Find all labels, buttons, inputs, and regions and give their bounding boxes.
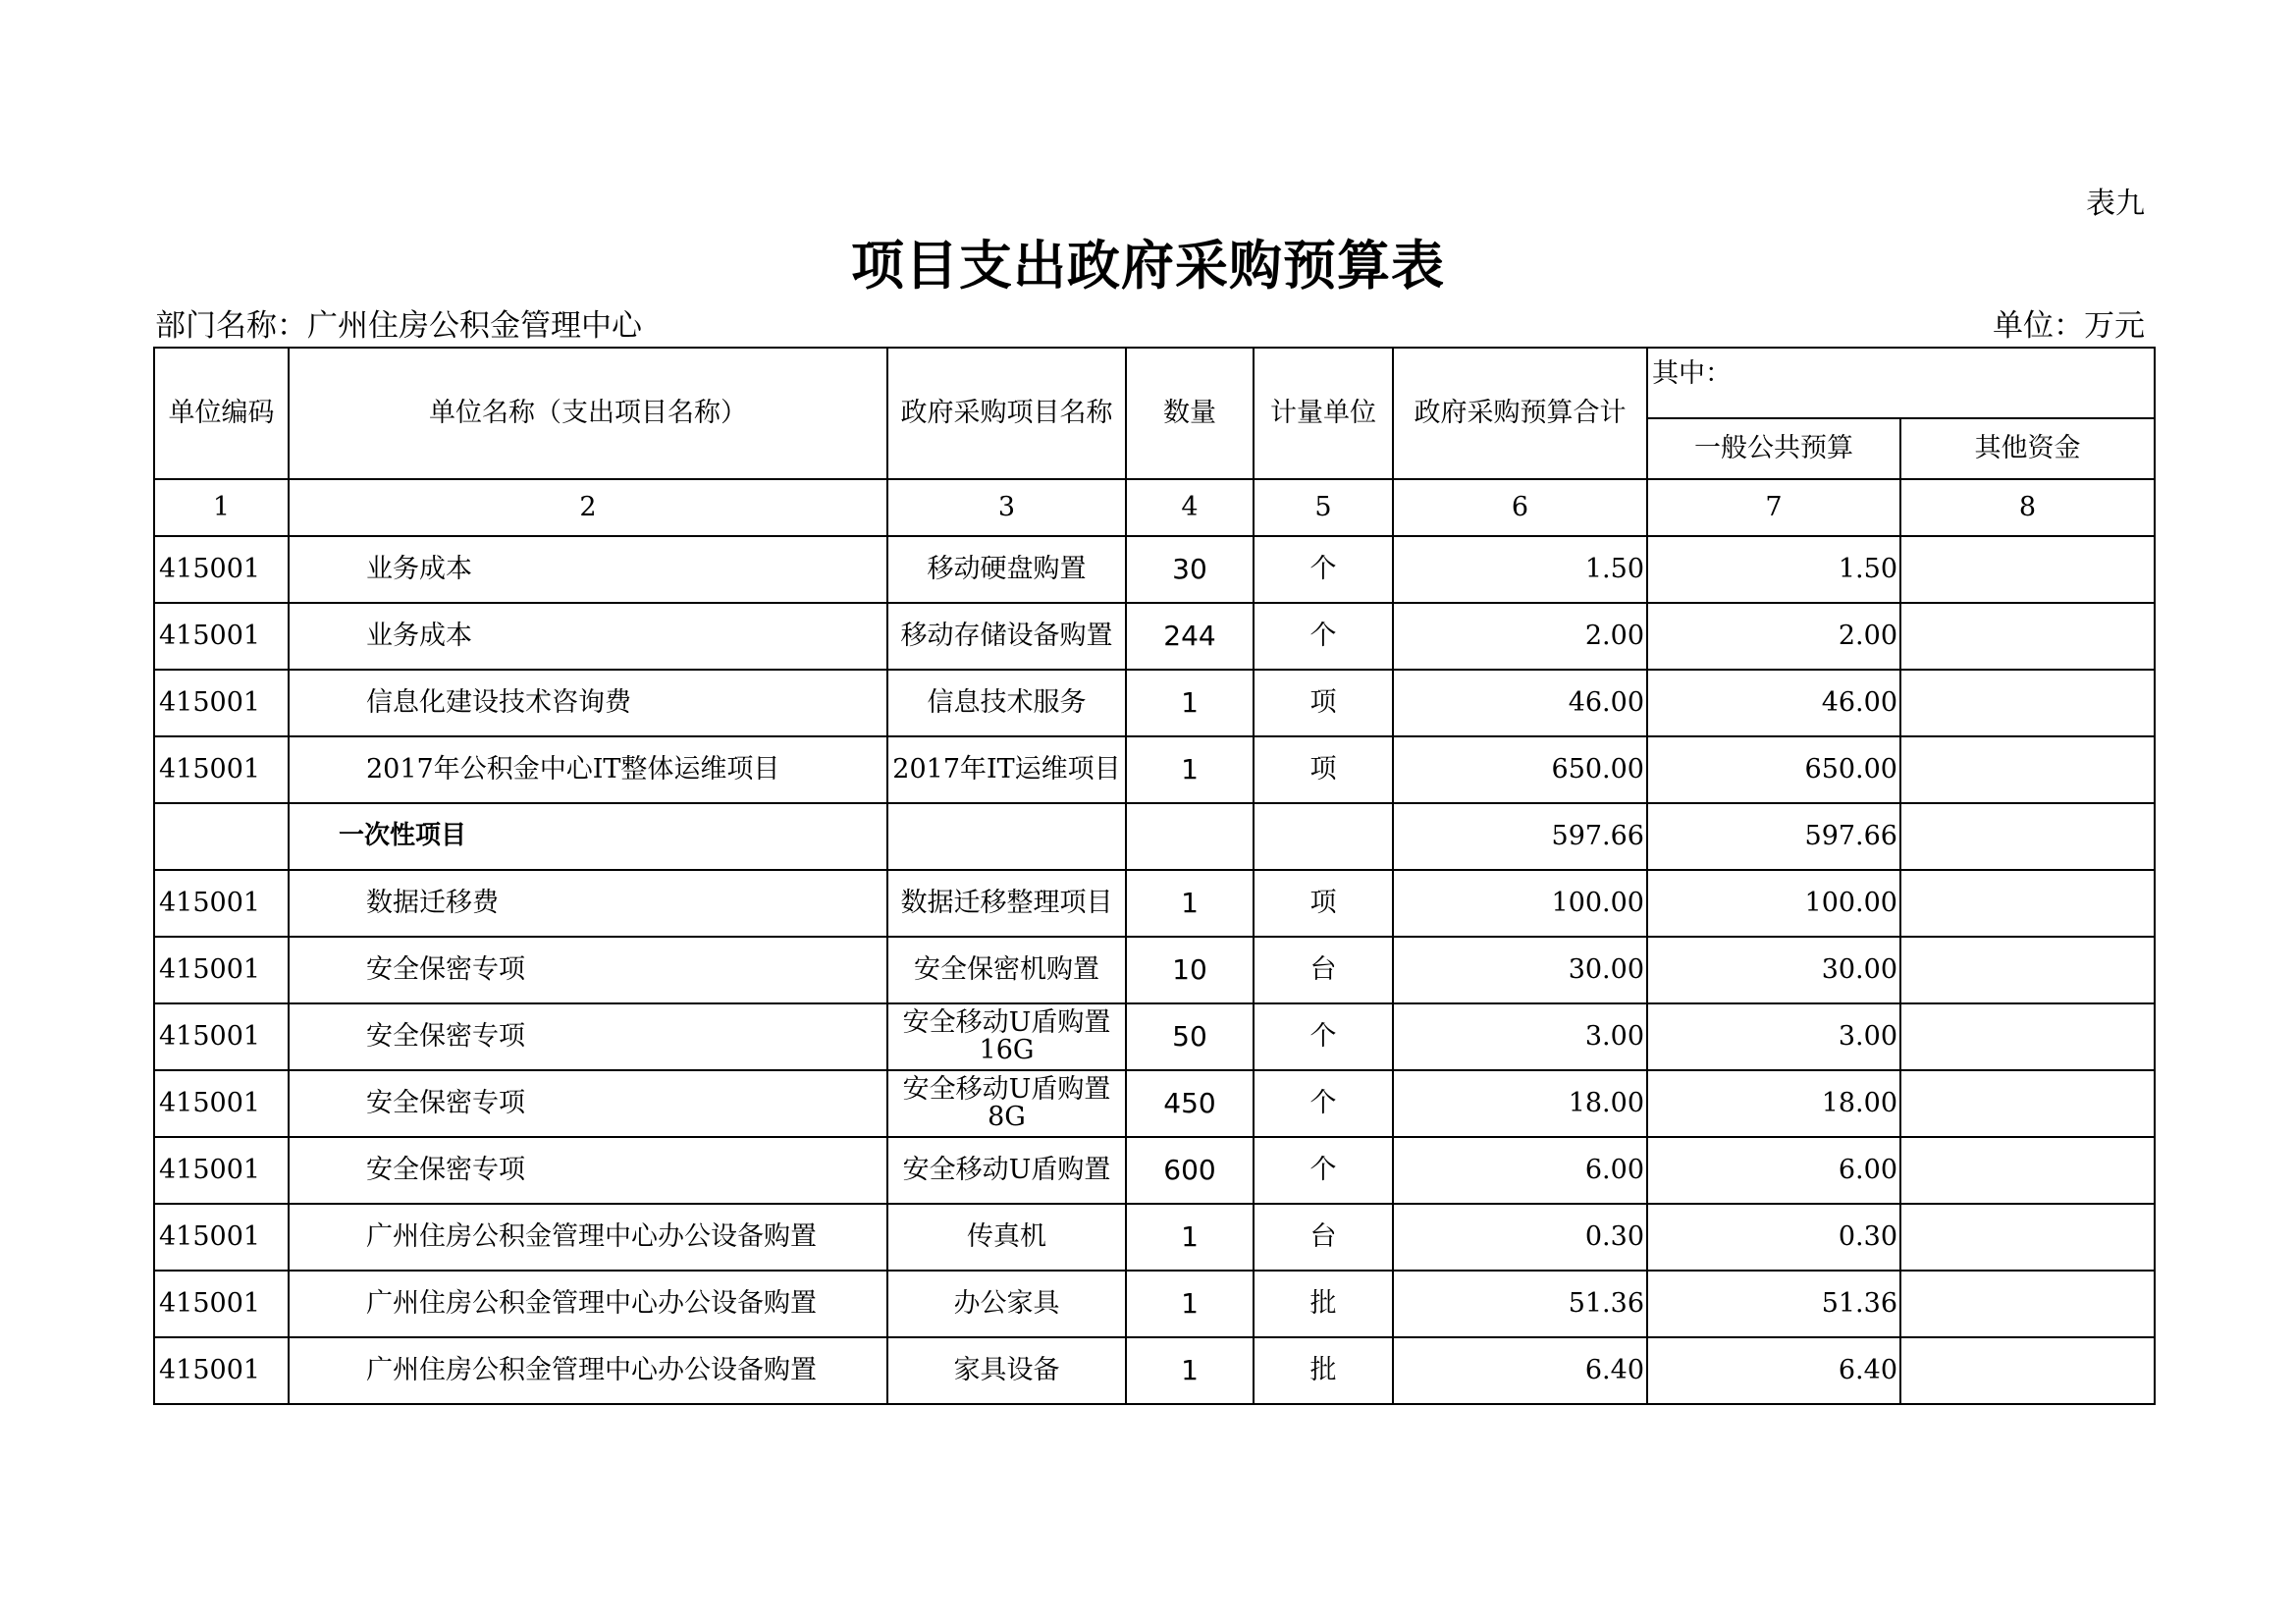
header-row xyxy=(154,348,2155,418)
cell-measure xyxy=(1254,803,1393,870)
cell-measure: 项 xyxy=(1254,670,1393,736)
table-row xyxy=(154,670,2155,736)
col-header-quantity: 数量 xyxy=(1126,348,1254,479)
col-index: 7 xyxy=(1647,479,1900,536)
col-index: 8 xyxy=(1900,479,2155,536)
cell-general-budget: 6.00 xyxy=(1647,1137,1900,1204)
cell-general-budget: 46.00 xyxy=(1647,670,1900,736)
cell-quantity: 1 xyxy=(1126,736,1254,803)
cell-procurement-name: 传真机 xyxy=(887,1204,1126,1271)
cell-unit-name: 2017年公积金中心IT整体运维项目 xyxy=(289,736,887,803)
cell-quantity: 450 xyxy=(1126,1070,1254,1137)
col-index: 1 xyxy=(154,479,289,536)
cell-total: 650.00 xyxy=(1393,736,1647,803)
cell-unit-name: 安全保密专项 xyxy=(289,1003,887,1070)
cell-quantity: 600 xyxy=(1126,1137,1254,1204)
cell-measure: 个 xyxy=(1254,603,1393,670)
cell-other-funds xyxy=(1900,1137,2155,1204)
cell-total: 51.36 xyxy=(1393,1271,1647,1337)
cell-unit-code: 415001 xyxy=(154,1271,289,1337)
cell-procurement-name: 安全移动U盾购置 xyxy=(887,1137,1126,1204)
cell-measure: 个 xyxy=(1254,1070,1393,1137)
col-index: 5 xyxy=(1254,479,1393,536)
department-label: 部门名称：广州住房公积金管理中心 xyxy=(155,308,642,344)
cell-unit-code: 415001 xyxy=(154,736,289,803)
cell-other-funds xyxy=(1900,536,2155,603)
cell-unit-code: 415001 xyxy=(154,670,289,736)
procurement-budget-table xyxy=(153,347,2156,1405)
cell-measure: 项 xyxy=(1254,870,1393,937)
cell-unit-name: 一次性项目 xyxy=(289,803,887,870)
cell-procurement-name: 移动存储设备购置 xyxy=(887,603,1126,670)
table-row xyxy=(154,1204,2155,1271)
cell-unit-name: 广州住房公积金管理中心办公设备购置 xyxy=(289,1337,887,1404)
cell-total: 18.00 xyxy=(1393,1070,1647,1137)
col-header-other-funds: 其他资金 xyxy=(1900,418,2155,479)
cell-total: 1.50 xyxy=(1393,536,1647,603)
cell-total: 6.40 xyxy=(1393,1337,1647,1404)
col-index: 2 xyxy=(289,479,887,536)
table-row xyxy=(154,536,2155,603)
col-index: 6 xyxy=(1393,479,1647,536)
cell-quantity: 30 xyxy=(1126,536,1254,603)
cell-total: 3.00 xyxy=(1393,1003,1647,1070)
cell-general-budget: 100.00 xyxy=(1647,870,1900,937)
col-header-of-which: 其中： xyxy=(1647,348,2155,418)
col-header-measure: 计量单位 xyxy=(1254,348,1393,479)
col-index: 3 xyxy=(887,479,1126,536)
cell-total: 46.00 xyxy=(1393,670,1647,736)
cell-unit-code: 415001 xyxy=(154,1204,289,1271)
cell-measure: 台 xyxy=(1254,1204,1393,1271)
cell-procurement-name: 移动硬盘购置 xyxy=(887,536,1126,603)
cell-total: 0.30 xyxy=(1393,1204,1647,1271)
cell-unit-code: 415001 xyxy=(154,1070,289,1137)
cell-other-funds xyxy=(1900,1337,2155,1404)
cell-general-budget: 51.36 xyxy=(1647,1271,1900,1337)
cell-unit-name: 安全保密专项 xyxy=(289,1137,887,1204)
cell-procurement-name: 信息技术服务 xyxy=(887,670,1126,736)
cell-other-funds xyxy=(1900,1271,2155,1337)
table-row xyxy=(154,1271,2155,1337)
cell-procurement-name: 安全移动U盾购置16G xyxy=(887,1003,1126,1070)
cell-unit-code: 415001 xyxy=(154,1337,289,1404)
cell-unit-code: 415001 xyxy=(154,536,289,603)
cell-unit-code: 415001 xyxy=(154,603,289,670)
cell-procurement-name: 家具设备 xyxy=(887,1337,1126,1404)
table-id: 表九 xyxy=(2086,187,2145,221)
cell-total: 100.00 xyxy=(1393,870,1647,937)
cell-other-funds xyxy=(1900,603,2155,670)
cell-quantity: 50 xyxy=(1126,1003,1254,1070)
cell-unit-name: 安全保密专项 xyxy=(289,937,887,1003)
table-row xyxy=(154,603,2155,670)
page-title: 项目支出政府采购预算表 xyxy=(851,235,1445,297)
cell-unit-code: 415001 xyxy=(154,1003,289,1070)
cell-general-budget: 597.66 xyxy=(1647,803,1900,870)
cell-general-budget: 650.00 xyxy=(1647,736,1900,803)
unit-label: 单位：万元 xyxy=(1993,308,2145,344)
table-row xyxy=(154,1003,2155,1070)
cell-procurement-name: 2017年IT运维项目 xyxy=(887,736,1126,803)
cell-unit-name: 业务成本 xyxy=(289,603,887,670)
cell-general-budget: 18.00 xyxy=(1647,1070,1900,1137)
cell-measure: 批 xyxy=(1254,1337,1393,1404)
cell-quantity: 1 xyxy=(1126,1204,1254,1271)
col-header-unit-code: 单位编码 xyxy=(154,348,289,479)
cell-unit-name: 广州住房公积金管理中心办公设备购置 xyxy=(289,1204,887,1271)
cell-general-budget: 0.30 xyxy=(1647,1204,1900,1271)
table-row xyxy=(154,1137,2155,1204)
cell-procurement-name: 办公家具 xyxy=(887,1271,1126,1337)
col-header-procurement-name: 政府采购项目名称 xyxy=(887,348,1126,479)
cell-other-funds xyxy=(1900,736,2155,803)
cell-measure: 批 xyxy=(1254,1271,1393,1337)
cell-unit-name: 数据迁移费 xyxy=(289,870,887,937)
cell-general-budget: 3.00 xyxy=(1647,1003,1900,1070)
cell-other-funds xyxy=(1900,870,2155,937)
cell-other-funds xyxy=(1900,803,2155,870)
cell-procurement-name xyxy=(887,803,1126,870)
cell-unit-name: 安全保密专项 xyxy=(289,1070,887,1137)
cell-other-funds xyxy=(1900,937,2155,1003)
table-row xyxy=(154,1070,2155,1137)
col-header-total: 政府采购预算合计 xyxy=(1393,348,1647,479)
cell-general-budget: 30.00 xyxy=(1647,937,1900,1003)
cell-other-funds xyxy=(1900,1204,2155,1271)
cell-procurement-name: 数据迁移整理项目 xyxy=(887,870,1126,937)
cell-other-funds xyxy=(1900,1003,2155,1070)
table-row xyxy=(154,870,2155,937)
cell-measure: 台 xyxy=(1254,937,1393,1003)
table-row xyxy=(154,736,2155,803)
cell-other-funds xyxy=(1900,670,2155,736)
cell-general-budget: 2.00 xyxy=(1647,603,1900,670)
table-row xyxy=(154,1337,2155,1404)
cell-other-funds xyxy=(1900,1070,2155,1137)
column-index-row xyxy=(154,479,2155,536)
table-row xyxy=(154,803,2155,870)
cell-measure: 个 xyxy=(1254,536,1393,603)
cell-quantity: 1 xyxy=(1126,870,1254,937)
cell-unit-name: 业务成本 xyxy=(289,536,887,603)
cell-total: 6.00 xyxy=(1393,1137,1647,1204)
col-header-general-budget: 一般公共预算 xyxy=(1647,418,1900,479)
cell-unit-code: 415001 xyxy=(154,1137,289,1204)
cell-general-budget: 1.50 xyxy=(1647,536,1900,603)
cell-measure: 项 xyxy=(1254,736,1393,803)
col-header-unit-name: 单位名称（支出项目名称） xyxy=(289,348,887,479)
cell-general-budget: 6.40 xyxy=(1647,1337,1900,1404)
cell-procurement-name: 安全移动U盾购置8G xyxy=(887,1070,1126,1137)
cell-quantity: 1 xyxy=(1126,1271,1254,1337)
cell-unit-name: 广州住房公积金管理中心办公设备购置 xyxy=(289,1271,887,1337)
cell-procurement-name: 安全保密机购置 xyxy=(887,937,1126,1003)
cell-total: 597.66 xyxy=(1393,803,1647,870)
cell-quantity: 1 xyxy=(1126,1337,1254,1404)
cell-quantity: 1 xyxy=(1126,670,1254,736)
cell-measure: 个 xyxy=(1254,1137,1393,1204)
cell-total: 2.00 xyxy=(1393,603,1647,670)
cell-quantity: 10 xyxy=(1126,937,1254,1003)
cell-quantity: 244 xyxy=(1126,603,1254,670)
cell-measure: 个 xyxy=(1254,1003,1393,1070)
col-index: 4 xyxy=(1126,479,1254,536)
cell-quantity xyxy=(1126,803,1254,870)
cell-unit-code: 415001 xyxy=(154,937,289,1003)
cell-total: 30.00 xyxy=(1393,937,1647,1003)
cell-unit-code xyxy=(154,803,289,870)
table-row xyxy=(154,937,2155,1003)
cell-unit-name: 信息化建设技术咨询费 xyxy=(289,670,887,736)
cell-unit-code: 415001 xyxy=(154,870,289,937)
